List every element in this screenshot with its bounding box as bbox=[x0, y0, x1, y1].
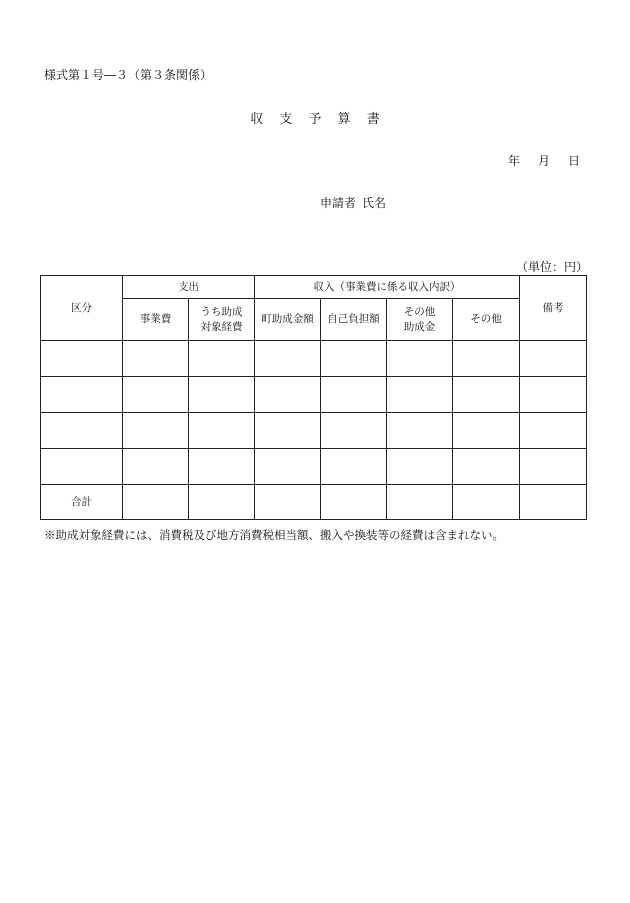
amount-cell[interactable] bbox=[255, 413, 321, 449]
amount-cell[interactable] bbox=[123, 377, 189, 413]
expense-header: 支出 bbox=[123, 276, 255, 299]
date-line bbox=[508, 152, 582, 169]
total-amount-cell[interactable] bbox=[520, 485, 587, 520]
amount-cell[interactable] bbox=[189, 341, 255, 377]
income-column-header: その他 助成金 bbox=[387, 299, 453, 341]
budget-table bbox=[40, 275, 587, 520]
income-column-header: 町助成金額 bbox=[255, 299, 321, 341]
total-amount-cell[interactable] bbox=[321, 485, 387, 520]
total-label: 合計 bbox=[41, 485, 123, 520]
row-category-cell[interactable] bbox=[41, 341, 123, 377]
document-title: 収 支 予 算 書 bbox=[250, 112, 386, 127]
row-category-cell[interactable] bbox=[41, 413, 123, 449]
amount-cell[interactable] bbox=[387, 341, 453, 377]
unit-note: （単位：円） bbox=[516, 260, 589, 274]
date-month-label: 月 bbox=[538, 154, 551, 168]
table-row bbox=[41, 413, 587, 449]
table-row bbox=[41, 377, 587, 413]
amount-cell[interactable] bbox=[321, 413, 387, 449]
table-row bbox=[41, 341, 587, 377]
amount-cell[interactable] bbox=[255, 449, 321, 485]
amount-cell[interactable] bbox=[520, 377, 587, 413]
applicant-label: 申請者 bbox=[320, 196, 357, 210]
amount-cell[interactable] bbox=[321, 377, 387, 413]
amount-cell[interactable] bbox=[321, 449, 387, 485]
total-amount-cell[interactable] bbox=[255, 485, 321, 520]
form-number: 様式第１号―３（第３条関係） bbox=[44, 68, 213, 82]
expense-column-header: うち助成 対象経費 bbox=[189, 299, 255, 341]
income-column-header: 自己負担額 bbox=[321, 299, 387, 341]
amount-cell[interactable] bbox=[387, 377, 453, 413]
amount-cell[interactable] bbox=[520, 341, 587, 377]
row-category-cell[interactable] bbox=[41, 377, 123, 413]
total-amount-cell[interactable] bbox=[453, 485, 520, 520]
income-column-header: その他 bbox=[453, 299, 520, 341]
footnote: ※助成対象経費には、消費税及び地方消費税相当額、搬入や換装等の経費は含まれない。 bbox=[44, 528, 504, 542]
remarks-header: 備考 bbox=[520, 276, 587, 341]
amount-cell[interactable] bbox=[189, 377, 255, 413]
amount-cell[interactable] bbox=[453, 413, 520, 449]
amount-cell[interactable] bbox=[123, 413, 189, 449]
applicant-line bbox=[320, 194, 386, 211]
category-header: 区分 bbox=[41, 276, 123, 341]
total-amount-cell[interactable] bbox=[123, 485, 189, 520]
amount-cell[interactable] bbox=[453, 377, 520, 413]
amount-cell[interactable] bbox=[387, 449, 453, 485]
amount-cell[interactable] bbox=[453, 341, 520, 377]
amount-cell[interactable] bbox=[520, 413, 587, 449]
amount-cell[interactable] bbox=[255, 341, 321, 377]
total-amount-cell[interactable] bbox=[189, 485, 255, 520]
amount-cell[interactable] bbox=[387, 413, 453, 449]
date-year-label: 年 bbox=[508, 154, 521, 168]
amount-cell[interactable] bbox=[123, 341, 189, 377]
amount-cell[interactable] bbox=[123, 449, 189, 485]
expense-column-header: 事業費 bbox=[123, 299, 189, 341]
amount-cell[interactable] bbox=[321, 341, 387, 377]
amount-cell[interactable] bbox=[189, 413, 255, 449]
total-amount-cell[interactable] bbox=[387, 485, 453, 520]
amount-cell[interactable] bbox=[453, 449, 520, 485]
date-day-label: 日 bbox=[568, 154, 581, 168]
amount-cell[interactable] bbox=[520, 449, 587, 485]
applicant-name-label: 氏名 bbox=[362, 196, 387, 210]
amount-cell[interactable] bbox=[255, 377, 321, 413]
row-category-cell[interactable] bbox=[41, 449, 123, 485]
table-row bbox=[41, 449, 587, 485]
amount-cell[interactable] bbox=[189, 449, 255, 485]
income-header: 収入（事業費に係る収入内訳） bbox=[255, 276, 520, 299]
